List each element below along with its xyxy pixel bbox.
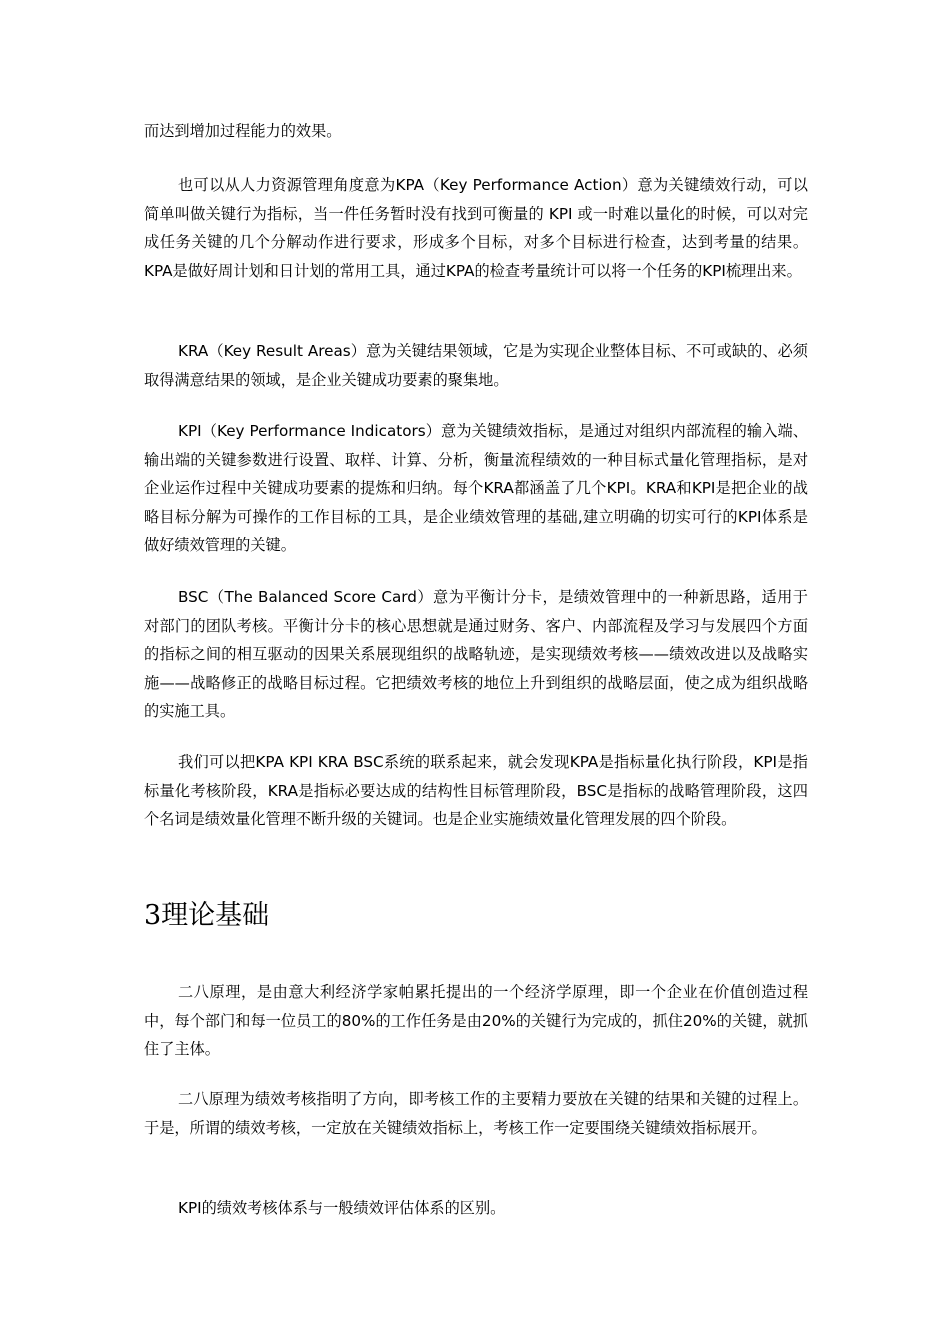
paragraph-continuation: 而达到增加过程能力的效果。 [144, 122, 342, 140]
paragraph-kpi-difference: KPI的绩效考核体系与一般绩效评估体系的区别。 [178, 1199, 506, 1217]
paragraph-kra: KRA（Key Result Areas）意为关键结果领域，它是为实现企业整体目标、不可或缺的、必须取得满意结果的领域，是企业关键成功要素的聚集地。 [144, 342, 808, 389]
paragraph-pareto: 二八原理，是由意大利经济学家帕累托提出的一个经济学原理，即一个企业在价值创造过程中，每个部门和每一位员工的80%的工作任务是由20%的关键行为完成的，抓住20%的关键，就抓住了主体。 [144, 983, 808, 1058]
paragraph-bsc: BSC（The Balanced Score Card）意为平衡计分卡，是绩效管理中的一种新思路，适用于对部门的团队考核。平衡计分卡的核心思想就是通过财务、客户、内部流程及学习与发展四个方面的指标之间的相互驱动的因果关系展现组织的战略轨迹，是实现绩效考核——绩效改进以及战略实施——战略修正的战略目标过程。它把绩效考核的地位上升到组织的战略层面，使之成为组织战略的实施工具。 [144, 588, 808, 720]
paragraph-kpa: 也可以从人力资源管理角度意为KPA（Key Performance Action）意为关键绩效行动，可以简单叫做关键行为指标，当一件任务暂时没有找到可衡量的 KPI 或一时难以量化的时候，可以对完成任务关键的几个分解动作进行要求，形成多个目标，对多个目标进行检查，达到考量的结果。KPA是做好周计划和日计划的常用工具，通过KPA的检查考量统计可以将一个任务的KPI梳理出来。 [144, 176, 808, 280]
paragraph-pareto-direction: 二八原理为绩效考核指明了方向，即考核工作的主要精力要放在关键的结果和关键的过程上。于是，所谓的绩效考核，一定放在关键绩效指标上，考核工作一定要围绕关键绩效指标展开。 [144, 1090, 808, 1137]
paragraph-summary: 我们可以把KPA KPI KRA BSC系统的联系起来，就会发现KPA是指标量化执行阶段，KPI是指标量化考核阶段，KRA是指标必要达成的结构性目标管理阶段，BSC是指标的战略管理阶段，这四个名词是绩效量化管理不断升级的关键词。也是企业实施绩效量化管理发展的四个阶段。 [144, 753, 808, 828]
paragraph-kpi: KPI（Key Performance Indicators）意为关键绩效指标，是通过对组织内部流程的输入端、输出端的关键参数进行设置、取样、计算、分析，衡量流程绩效的一种目标式量化管理指标，是对企业运作过程中关键成功要素的提炼和归纳。每个KRA都涵盖了几个KPI。KRA和KPI是把企业的战略目标分解为可操作的工作目标的工具，是企业绩效管理的基础,建立明确的切实可行的KPI体系是做好绩效管理的关键。 [144, 422, 808, 554]
section-heading: 3理论基础 [144, 900, 270, 931]
